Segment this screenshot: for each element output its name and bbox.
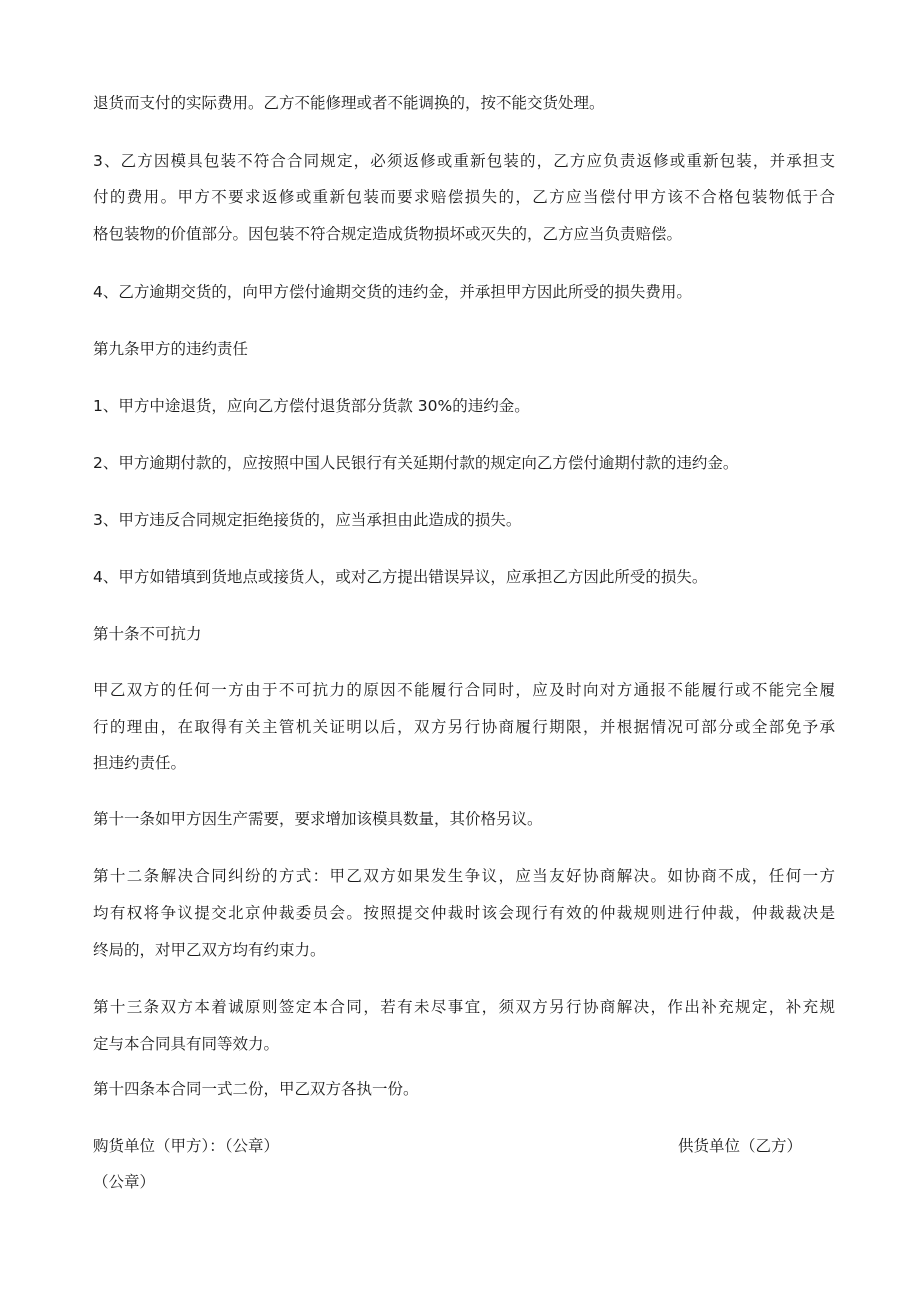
clause8-item3-line3: 格包装物的价值部分。因包装不符合规定造成货物损坏或灭失的，乙方应当负责赔偿。 — [93, 225, 683, 243]
clause9-item1: 1、甲方中途退货，应向乙方偿付退货部分货款 30%的违约金。 — [93, 397, 530, 415]
clause9-item3: 3、甲方违反合同规定拒绝接货的，应当承担由此造成的损失。 — [93, 511, 522, 529]
clause10-body-line2: 行的理由，在取得有关主管机关证明以后，双方另行协商履行期限，并根据情况可部分或全部免予承 — [93, 718, 835, 736]
clause12-line3: 终局的，对甲乙双方均有约束力。 — [93, 941, 326, 959]
clause8-item3-line2: 付的费用。甲方不要求返修或重新包装而要求赔偿损失的，乙方应当偿付甲方该不合格包装物低于合 — [93, 188, 835, 206]
clause12-line2: 均有权将争议提交北京仲裁委员会。按照提交仲裁时该会现行有效的仲裁规则进行仲裁，仲裁裁决是 — [93, 904, 835, 922]
buyer-signature-label: 购货单位（甲方）：（公章） — [93, 1137, 280, 1155]
clause13-line2: 定与本合同具有同等效力。 — [93, 1035, 280, 1053]
clause10-body-line1: 甲乙双方的任何一方由于不可抗力的原因不能履行合同时，应及时向对方通报不能履行或不能完全履 — [93, 681, 835, 699]
clause10-title: 第十条不可抗力 — [93, 625, 202, 643]
clause14: 第十四条本合同一式二份，甲乙双方各执一份。 — [93, 1080, 419, 1098]
clause12-line1: 第十二条解决合同纠纷的方式：甲乙双方如果发生争议，应当友好协商解决。如协商不成，任何一方 — [93, 867, 835, 885]
clause9-item2: 2、甲方逾期付款的，应按照中国人民银行有关延期付款的规定向乙方偿付逾期付款的违约金。 — [93, 454, 739, 472]
clause8-item4: 4、乙方逾期交货的，向甲方偿付逾期交货的违约金，并承担甲方因此所受的损失费用。 — [93, 283, 692, 301]
supplier-signature-label: 供货单位（乙方） — [678, 1137, 803, 1155]
clause9-item4: 4、甲方如错填到货地点或接货人，或对乙方提出错误异议，应承担乙方因此所受的损失。 — [93, 568, 708, 586]
clause8-item3-line1: 3、乙方因模具包装不符合合同规定，必须返修或重新包装的，乙方应负责返修或重新包装，并承担支 — [93, 152, 835, 170]
clause9-title: 第九条甲方的违约责任 — [93, 340, 249, 358]
clause13-line1: 第十三条双方本着诚原则签定本合同，若有未尽事宜，须双方另行协商解决，作出补充规定，补充规 — [93, 998, 835, 1016]
clause11: 第十一条如甲方因生产需要，要求增加该模具数量，其价格另议。 — [93, 810, 543, 828]
clause10-body-line3: 担违约责任。 — [93, 754, 187, 772]
refund-paragraph-end: 退货而支付的实际费用。乙方不能修理或者不能调换的，按不能交货处理。 — [93, 94, 605, 112]
supplier-seal-label: （公章） — [93, 1173, 156, 1191]
